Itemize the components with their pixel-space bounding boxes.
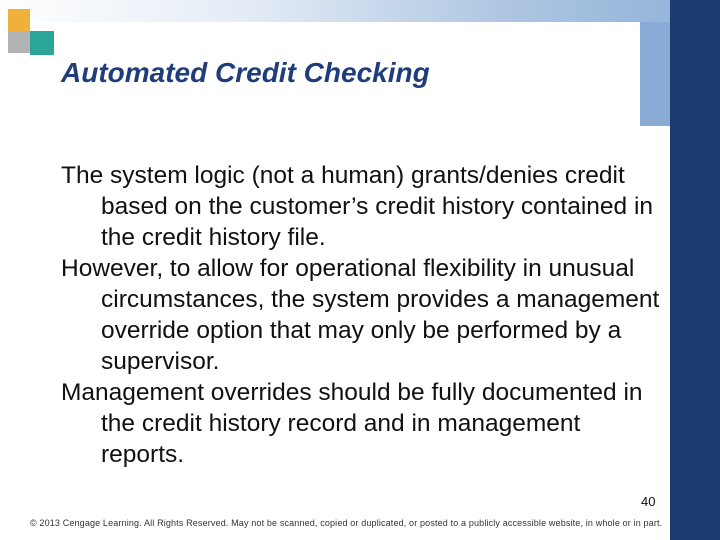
- right-accent-bar-dark: [670, 0, 720, 540]
- paragraph-override-option: However, to allow for operational flexibility in unusual circumstances, the system provides a management override option that may only be performed by a supervisor.: [61, 255, 660, 375]
- slide-body: [61, 160, 661, 470]
- copyright-footer: © 2013 Cengage Learning. All Rights Reserved. May not be scanned, copied or duplicated, or posted to a publicly accessible website, in whole or in part.: [30, 518, 663, 528]
- page-number: 40: [641, 494, 656, 509]
- logo-square-gray: [8, 31, 30, 53]
- right-accent-bar-light: [640, 22, 670, 126]
- paragraph-system-logic: The system logic (not a human) grants/denies credit based on the customer’s credit history contained in the credit history file.: [61, 162, 654, 251]
- paragraph-documentation: Management overrides should be fully documented in the credit history record and in management reports.: [61, 379, 643, 468]
- top-gradient-band: [0, 0, 720, 22]
- logo-square-teal: [30, 31, 54, 55]
- logo-square-orange: [8, 9, 30, 31]
- slide-title: Automated Credit Checking: [61, 57, 430, 88]
